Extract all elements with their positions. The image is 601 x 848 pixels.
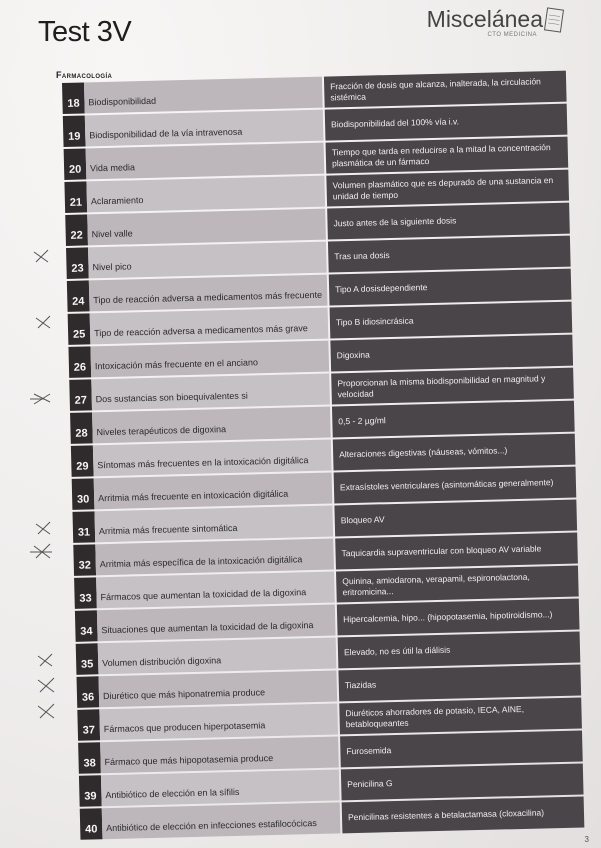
question-number: 25: [68, 313, 91, 345]
question-text: Arritmia más frecuente en intoxicación digitálica: [94, 473, 333, 510]
question-text: Intoxicación más frecuente en el anciano: [90, 341, 329, 378]
answer-text: Taquicardia supraventricular con bloqueo AV variable: [335, 533, 578, 570]
question-number: 31: [72, 511, 95, 543]
answer-text: 0,5 - 2 µg/ml: [332, 401, 575, 438]
answer-text: Bloqueo AV: [334, 500, 577, 537]
question-number: 35: [76, 643, 99, 675]
answer-text: Proporcionan la misma biodisponibilidad en magnitud y velocidad: [331, 368, 574, 405]
question-number: 40: [80, 808, 103, 840]
question-text: Tipo de reacción adversa a medicamentos más frecuente: [89, 275, 328, 312]
brand-subtitle: CTO MEDICINA: [487, 32, 537, 38]
answer-text: Penicilina G: [341, 763, 584, 800]
answer-text: Hipercalcemia, hipo... (hipopotasemia, hipotiroidismo...): [337, 599, 580, 636]
question-number: 39: [79, 775, 102, 807]
answer-text: Furosemida: [340, 730, 583, 767]
answer-text: Diuréticos ahorradores de potasio, IECA, AINE, betabloqueantes: [339, 697, 582, 734]
answer-text: Fracción de dosis que alcanza, inalterada, la circulación sistémica: [324, 71, 567, 108]
answer-text: Tiempo que tarda en reducirse a la mitad la concentración plasmática de un fármaco: [326, 137, 569, 174]
question-text: Biodisponibilidad de la vía intravenosa: [85, 110, 324, 147]
question-text: Arritmia más específica de la intoxicación digitálica: [95, 539, 334, 576]
qa-table: [62, 71, 584, 842]
answer-text: Extrasístoles ventriculares (asintomáticas generalmente): [334, 467, 577, 504]
question-text: Nivel pico: [88, 242, 327, 279]
question-text: Fármacos que aumentan la toxicidad de la digoxina: [96, 571, 335, 608]
answer-text: Quinina, amiodarona, verapamil, espironolactona, eritromicina...: [336, 566, 579, 603]
answer-text: Alteraciones digestivas (náuseas, vómitos...): [333, 434, 576, 471]
question-number: 30: [72, 478, 95, 510]
answer-text: Tipo A dosisdependiente: [329, 269, 572, 306]
question-text: Síntomas más frecuentes en la intoxicación digitálica: [93, 440, 332, 477]
page-number: 3: [584, 835, 589, 844]
answer-text: Elevado, no es útil la diálisis: [338, 632, 581, 669]
brand-name: Miscelánea: [426, 6, 543, 32]
question-text: Fármaco que más hipopotasemia produce: [100, 736, 339, 773]
question-text: Antibiótico de elección en la sífilis: [101, 769, 340, 806]
answer-text: Tipo B idiosincrásica: [330, 302, 573, 339]
question-text: Volumen distribución digoxina: [98, 637, 337, 674]
question-number: 34: [75, 610, 98, 642]
question-text: Nivel valle: [87, 209, 326, 246]
question-number: 33: [74, 577, 97, 609]
question-text: Vida media: [86, 143, 325, 180]
notebook-icon: [543, 6, 565, 34]
question-number: 21: [64, 181, 87, 213]
answer-text: Justo antes de la siguiente dosis: [327, 203, 570, 240]
question-text: Antibiótico de elección en infecciones estafilocócicas: [102, 802, 341, 839]
question-text: Niveles terapéuticos de digoxina: [92, 407, 331, 444]
question-number: 36: [77, 676, 100, 708]
question-number: 23: [66, 247, 89, 279]
answer-text: Biodisponibilidad del 100% vía i.v.: [325, 104, 568, 141]
question-text: Biodisponibilidad: [84, 77, 323, 114]
question-text: Dos sustancias son bioequivalentes si: [91, 374, 330, 411]
answer-text: Tras una dosis: [328, 236, 571, 273]
question-number: 19: [63, 115, 86, 147]
question-text: Tipo de reacción adversa a medicamentos más grave: [90, 308, 329, 345]
answer-text: Volumen plasmático que es depurado de una sustancia en unidad de tiempo: [326, 170, 569, 207]
question-number: 20: [64, 148, 87, 180]
answer-text: Penicilinas resistentes a betalactamasa (cloxacilina): [342, 796, 585, 833]
question-text: Fármacos que producen hiperpotasemia: [99, 703, 338, 740]
question-text: Aclaramiento: [86, 176, 325, 213]
section-heading: Farmacología: [56, 70, 113, 80]
question-text: Diurético que más hiponatremia produce: [99, 670, 338, 707]
question-number: 38: [78, 742, 101, 774]
question-number: 29: [71, 445, 94, 477]
question-number: 18: [62, 82, 85, 114]
question-number: 24: [67, 280, 90, 312]
question-number: 27: [69, 379, 92, 411]
question-number: 37: [77, 709, 100, 741]
answer-text: Tiazidas: [338, 665, 581, 702]
question-text: Situaciones que aumentan la toxicidad de la digoxina: [97, 604, 336, 641]
question-text: Arritmia más frecuente sintomática: [94, 506, 333, 543]
page-title: Test 3V: [38, 16, 132, 48]
question-number: 26: [68, 346, 91, 378]
answer-text: Digoxina: [330, 335, 573, 372]
question-number: 32: [73, 544, 96, 576]
question-number: 28: [70, 412, 93, 444]
question-number: 22: [65, 214, 88, 246]
